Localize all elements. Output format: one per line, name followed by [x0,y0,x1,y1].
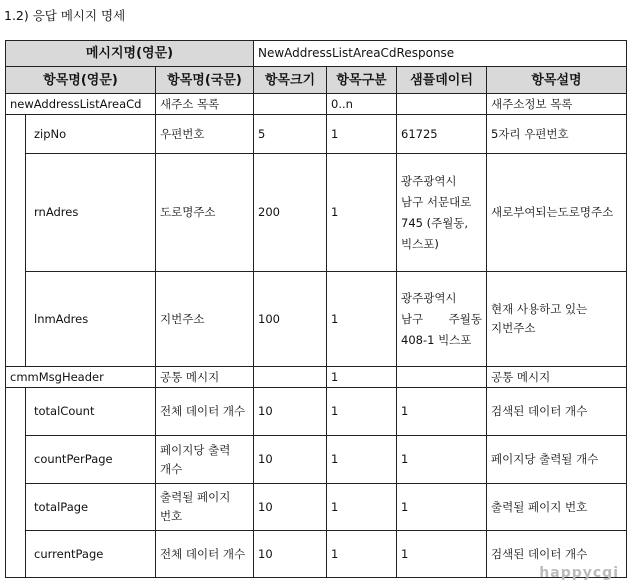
field-size: 5 [254,115,327,154]
table-row [6,154,627,272]
field-en: zipNo [26,115,156,154]
field-ko: 출력될 페이지 번호 [156,484,254,531]
field-size: 100 [254,272,327,367]
field-kind: 1 [327,154,397,272]
field-kind: 1 [327,531,397,578]
field-en: currentPage [26,531,156,578]
table-row [6,367,627,388]
field-desc: 새주소정보 목록 [487,94,627,115]
table-row [6,272,627,367]
section-title: 1.2) 응답 메시지 명세 [4,8,126,23]
field-size: 200 [254,154,327,272]
field-en: countPerPage [26,436,156,484]
field-ko: 우편번호 [156,115,254,154]
field-ko: 전체 데이터 개수 [156,388,254,436]
field-en: lnmAdres [26,272,156,367]
field-size: 10 [254,436,327,484]
field-en: newAddressListAreaCd [6,94,156,115]
table-row [6,436,627,484]
field-en: totalCount [26,388,156,436]
field-kind: 1 [327,115,397,154]
col-header-ko: 항목명(국문) [156,67,254,94]
field-kind: 0..n [327,94,397,115]
field-sample: 1 [397,388,487,436]
field-kind: 1 [327,436,397,484]
field-ko: 지번주소 [156,272,254,367]
field-ko: 도로명주소 [156,154,254,272]
field-sample [397,367,487,388]
table-row [6,94,627,115]
field-desc: 공통 메시지 [487,367,627,388]
field-en: cmmMsgHeader [6,367,156,388]
field-en: rnAdres [26,154,156,272]
field-desc: 페이지당 출력될 개수 [487,436,627,484]
field-ko: 전체 데이터 개수 [156,531,254,578]
col-header-en: 항목명(영문) [6,67,156,94]
field-desc: 5자리 우편번호 [487,115,627,154]
response-spec-table [5,40,627,578]
field-desc: 현재 사용하고 있는 지번주소 [487,272,627,367]
field-desc: 새로부여되는도로명주소 [487,154,627,272]
field-size: 10 [254,531,327,578]
field-size [254,94,327,115]
field-en: totalPage [26,484,156,531]
field-kind: 1 [327,272,397,367]
table-row [6,388,627,436]
field-ko: 공통 메시지 [156,367,254,388]
col-header-kind: 항목구분 [327,67,397,94]
field-sample: 1 [397,531,487,578]
field-size: 10 [254,484,327,531]
field-kind: 1 [327,388,397,436]
field-sample [397,94,487,115]
col-header-size: 항목크기 [254,67,327,94]
field-desc: 검색된 데이터 개수 [487,388,627,436]
field-sample: 1 [397,436,487,484]
field-sample: 1 [397,484,487,531]
field-kind: 1 [327,484,397,531]
table-row [6,115,627,154]
field-size [254,367,327,388]
field-size: 10 [254,388,327,436]
field-ko: 새주소 목록 [156,94,254,115]
field-sample: 광주광역시 남구 서문대로 745 (주월동, 빅스포) [397,154,487,272]
field-desc: 출력될 페이지 번호 [487,484,627,531]
field-ko: 페이지당 출력 개수 [156,436,254,484]
msg-name-label: 메시지명(영문) [6,41,254,67]
indent-cell [6,115,26,367]
col-header-desc: 항목설명 [487,67,627,94]
table-row [6,484,627,531]
table-row [6,531,627,578]
msg-name-value: NewAddressListAreaCdResponse [254,41,627,67]
col-header-sample: 샘플데이터 [397,67,487,94]
watermark: happycgi [539,565,619,581]
field-desc: 검색된 데이터 개수 [487,531,627,578]
field-sample: 광주광역시 남구 주월동 408-1 빅스포 [397,272,487,367]
field-kind: 1 [327,367,397,388]
field-sample: 61725 [397,115,487,154]
indent-cell [6,388,26,578]
